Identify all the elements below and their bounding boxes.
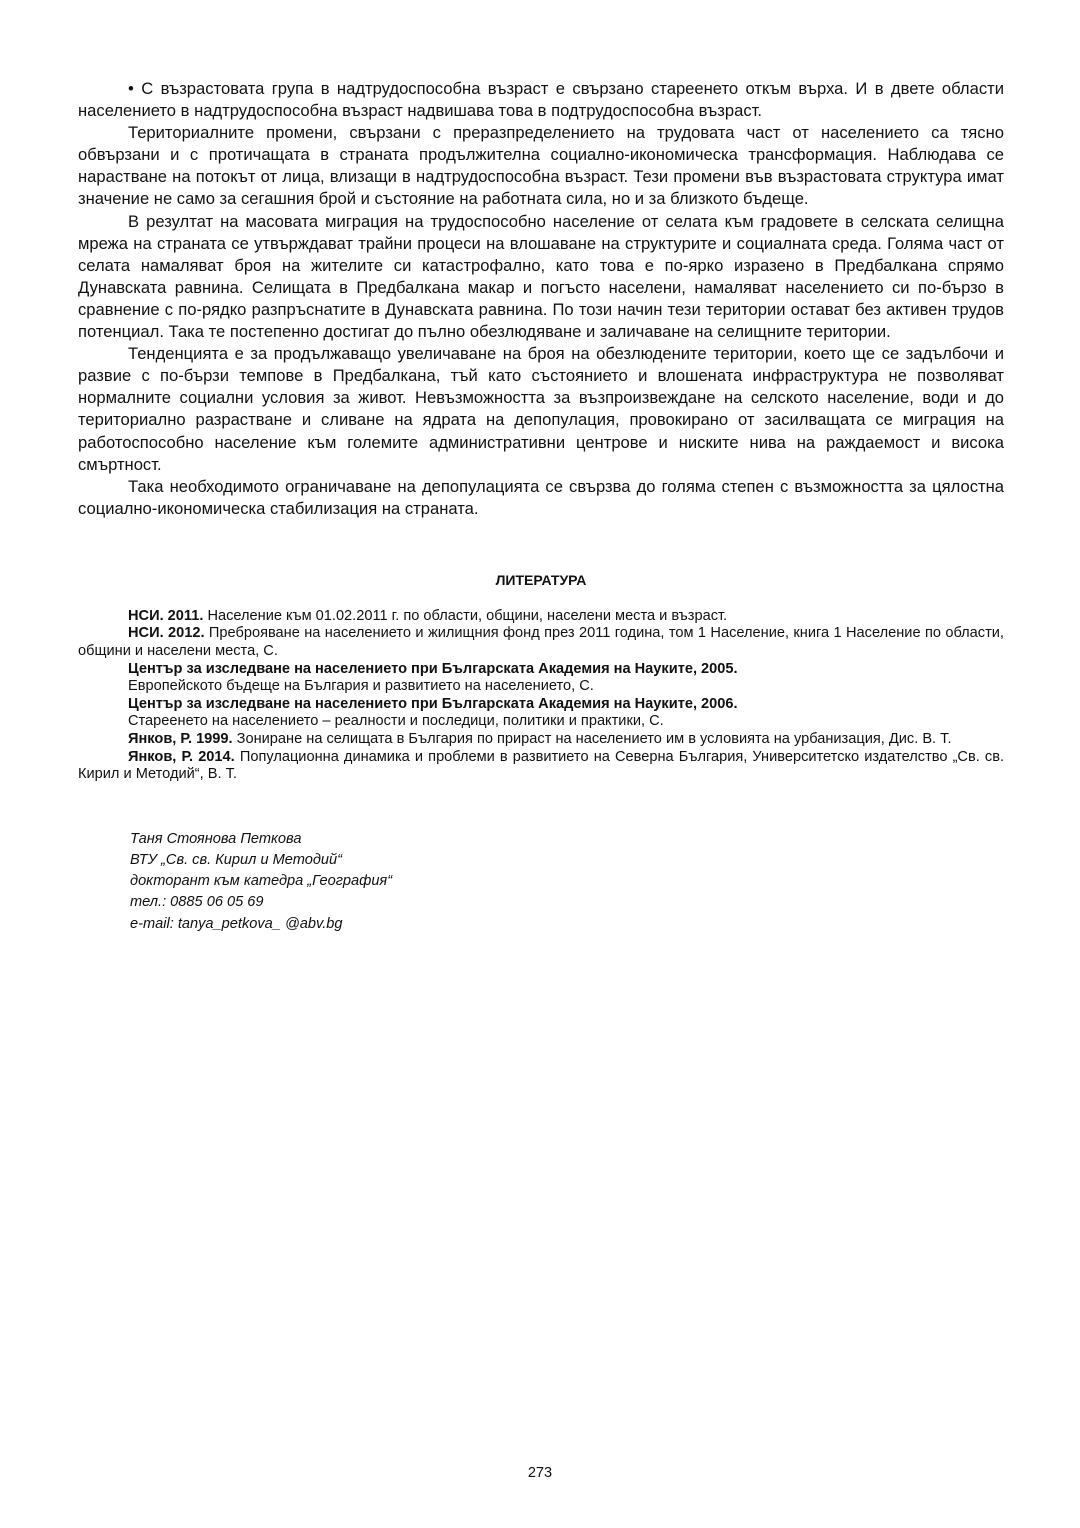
author-name: Таня Стоянова Петкова <box>130 830 302 847</box>
reference-author: Янков, Р. 2014. <box>128 748 235 765</box>
body-paragraph: В резултат на масовата миграция на трудоспособно население от селата към градовете в селската селищна мрежа на страната се утвърждават трайни процеси на влошаване на структурите и социалната среда. Голяма част от селата намаляват броя на жителите си катастрофално, като това е по-ярко изразено в Предбалкана спрямо Дунавската равнина. Селищата в Предбалкана макар и погъсто населени, намаляват населението си по-бързо в сравнение с по-рядко разпръснатите в Дунавската равнина. По този начин тези територии остават без активен трудов потенциал. Така те постепенно достигат до пълно обезлюдяване и заличаване на селищните територии. <box>78 211 1004 342</box>
reference-text: Европейското бъдеще на България и развитието на населението, С. <box>128 678 594 695</box>
references-title: ЛИТЕРАТУРА <box>495 571 587 588</box>
reference-item <box>78 678 1004 696</box>
reference-author: Център за изследване на населението при Българската Академия на Науките, 2005. <box>128 660 738 677</box>
body-text <box>78 78 1004 520</box>
author-block <box>130 829 1004 935</box>
reference-item <box>78 608 1004 626</box>
reference-item <box>78 713 1004 731</box>
reference-item <box>78 749 1004 784</box>
author-phone: тел.: 0885 06 05 69 <box>130 894 264 911</box>
reference-item <box>78 731 1004 749</box>
body-paragraph: Тенденцията е за продължаващо увеличаване на броя на обезлюдените територии, което ще се задълбочи и развие с по-бързи темпове в Предбалкана, тъй като състоянието и влошената инфраструктура не позволяват нормалните социални условия за живот. Невъзможността за възпроизвеждане на селското население, води и до териториално разрастване и сливане на ядрата на депопулация, провокирано от засилващата се миграция на работоспособно население към големите административни центрове и ниските нива на раждаемост и висока смъртност. <box>78 344 1004 474</box>
reference-author: НСИ. 2012. <box>128 625 205 642</box>
reference-item <box>78 625 1004 660</box>
reference-text: Стареенето на населението – реалности и последици, политики и практики, С. <box>128 713 664 730</box>
reference-text: Зониране на селищата в България по прираст на населението им в условията на урбанизация, Дис. В. Т. <box>232 731 952 748</box>
body-paragraph: • С възрастовата група в надтрудоспособна възраст е свързано стареенето откъм върха. И в двете области населението в надтрудоспособна възраст надвишава това в подтрудоспособна възраст. <box>78 79 1004 121</box>
author-affiliation: ВТУ „Св. св. Кирил и Методий“ <box>130 852 342 869</box>
page-number: 273 <box>527 1465 553 1481</box>
references-list <box>78 608 1004 784</box>
page <box>78 78 1004 935</box>
reference-item <box>78 696 1004 714</box>
reference-item <box>78 661 1004 679</box>
reference-author: Янков, Р. 1999. <box>128 731 233 748</box>
body-paragraph: Така необходимото ограничаване на депопулацията се свързва до голяма степен с възможността за цялостна социално-икономическа стабилизация на страната. <box>78 476 1004 518</box>
reference-text: Население към 01.02.2011 г. по области, общини, населени места и възраст. <box>203 607 728 624</box>
body-paragraph: Териториалните промени, свързани с преразпределението на трудовата част от населението са тясно обвързани и с протичащата в страната продължителна социално-икономическа трансформация. Наблюдава се нарастване на потокът от лица, влизащи в надтрудоспособна възраст. Тези промени във възрастовата структура имат значение не само за сегашния брой и състояние на работната сила, но и за близкото бъдеще. <box>78 123 1004 209</box>
author-email: e-mail: tanya_petkova_ @abv.bg <box>130 915 343 932</box>
author-position: докторант към катедра „География“ <box>130 873 393 890</box>
reference-author: НСИ. 2011. <box>128 607 204 624</box>
reference-text: Преброяване на населението и жилищния фонд през 2011 година, том 1 Население, книга 1 Население по области, общини и населени места, С. <box>78 625 1004 660</box>
reference-author: Център за изследване на населението при Българската Академия на Науките, 2006. <box>128 695 738 712</box>
reference-text: Популационна динамика и проблеми в развитието на Северна България, Университетско издателство „Св. св. Кирил и Методий“, В. Т. <box>78 748 1004 783</box>
